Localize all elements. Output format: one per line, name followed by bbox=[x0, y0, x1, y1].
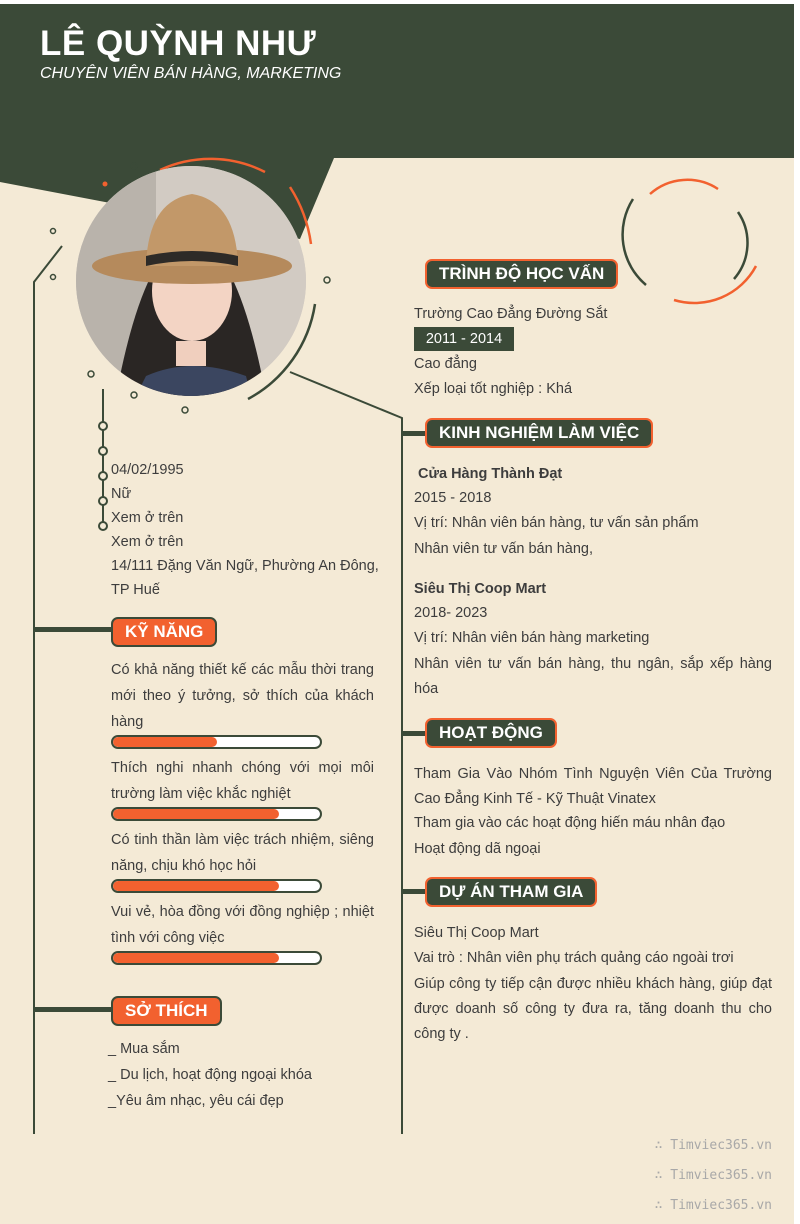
job-2-description: Nhân viên tư vấn bán hàng, thu ngân, sắp xếp hàng hóa bbox=[414, 656, 772, 697]
watermark-text: ∴ Timviec365.vn bbox=[654, 1168, 772, 1183]
hobby-item: _ Mua sắm bbox=[108, 1041, 180, 1057]
skill-bar-fill bbox=[113, 953, 279, 963]
watermark-text: ∴ Timviec365.vn bbox=[654, 1138, 772, 1153]
education-school: Trường Cao Đẳng Đường Sắt bbox=[414, 306, 608, 322]
gender: Nữ bbox=[111, 486, 132, 502]
phone: Xem ở trên bbox=[111, 510, 184, 526]
job-1-period: 2015 - 2018 bbox=[414, 490, 492, 506]
skill-1-text: Có khả năng thiết kế các mẫu thời trang mới theo ý tưởng, sở thích của khách hàng bbox=[111, 662, 374, 730]
email: Xem ở trên bbox=[111, 534, 184, 550]
skill-2-bar bbox=[111, 807, 322, 821]
education-degree: Cao đẳng bbox=[414, 356, 477, 372]
job-1-company: Cửa Hàng Thành Đạt bbox=[418, 466, 563, 482]
profile-photo bbox=[76, 166, 306, 396]
personal-info bbox=[111, 458, 379, 602]
hobby-item: _ Du lịch, hoạt động ngoại khóa bbox=[108, 1067, 312, 1083]
skill-bar-fill bbox=[113, 737, 217, 747]
activity-item: Hoạt động dã ngoại bbox=[414, 841, 541, 857]
candidate-name: LÊ QUỲNH NHƯ bbox=[40, 24, 317, 63]
address-line-1: 14/111 Đặng Văn Ngữ, Phường An Đông, bbox=[111, 558, 379, 574]
activity-item: Tham gia vào các hoạt động hiến máu nhân đạo bbox=[414, 815, 726, 831]
job-2-period: 2018- 2023 bbox=[414, 605, 488, 621]
address-line-2: TP Huế bbox=[111, 582, 160, 598]
project-description: Giúp công ty tiếp cận được nhiều khách hàng, giúp đạt được doanh số công ty đưa ra, tăng doanh thu cho công ty . bbox=[414, 976, 772, 1042]
skill-bar-fill bbox=[113, 881, 279, 891]
activities-heading: HOẠT ĐỘNG bbox=[425, 718, 557, 748]
project-role: Vai trò : Nhân viên phụ trách quảng cáo ngoài trơi bbox=[414, 950, 734, 966]
skills-heading: KỸ NĂNG bbox=[111, 617, 217, 647]
hobbies-heading: SỞ THÍCH bbox=[111, 996, 222, 1026]
job-1-description: Nhân viên tư vấn bán hàng, bbox=[414, 541, 593, 557]
watermark-text: ∴ Timviec365.vn bbox=[654, 1198, 772, 1213]
cv-page bbox=[0, 4, 794, 1224]
birthday: 04/02/1995 bbox=[111, 462, 184, 478]
skill-bar-fill bbox=[113, 809, 279, 819]
education-years: 2011 - 2014 bbox=[414, 327, 514, 351]
projects-heading: DỰ ÁN THAM GIA bbox=[425, 877, 597, 907]
project-name: Siêu Thị Coop Mart bbox=[414, 925, 539, 941]
skill-4-bar bbox=[111, 951, 322, 965]
job-1-position: Vị trí: Nhân viên bán hàng, tư vấn sản phẩm bbox=[414, 515, 699, 531]
education-grade: Xếp loại tốt nghiệp : Khá bbox=[414, 381, 573, 397]
skill-3-text: Có tinh thần làm việc trách nhiệm, siêng năng, chịu khó học hỏi bbox=[111, 832, 374, 874]
hobby-item: _Yêu âm nhạc, yêu cái đẹp bbox=[108, 1093, 284, 1109]
education-heading: TRÌNH ĐỘ HỌC VẤN bbox=[425, 259, 618, 289]
activity-item: Tham Gia Vào Nhóm Tình Nguyện Viên Của Trường Cao Đẳng Kinh Tế - Kỹ Thuật Vinatex bbox=[414, 766, 772, 807]
skill-1-bar bbox=[111, 735, 322, 749]
experience-heading: KINH NGHIỆM LÀM VIỆC bbox=[425, 418, 653, 448]
skill-3-bar bbox=[111, 879, 322, 893]
candidate-title: CHUYÊN VIÊN BÁN HÀNG, MARKETING bbox=[40, 65, 342, 82]
skill-2-text: Thích nghi nhanh chóng với mọi môi trường làm việc khắc nghiệt bbox=[111, 760, 374, 802]
job-2-company: Siêu Thị Coop Mart bbox=[414, 581, 547, 597]
job-2-position: Vị trí: Nhân viên bán hàng marketing bbox=[414, 630, 650, 646]
skill-4-text: Vui vẻ, hòa đồng với đồng nghiệp ; nhiệt tình với công việc bbox=[111, 904, 374, 946]
